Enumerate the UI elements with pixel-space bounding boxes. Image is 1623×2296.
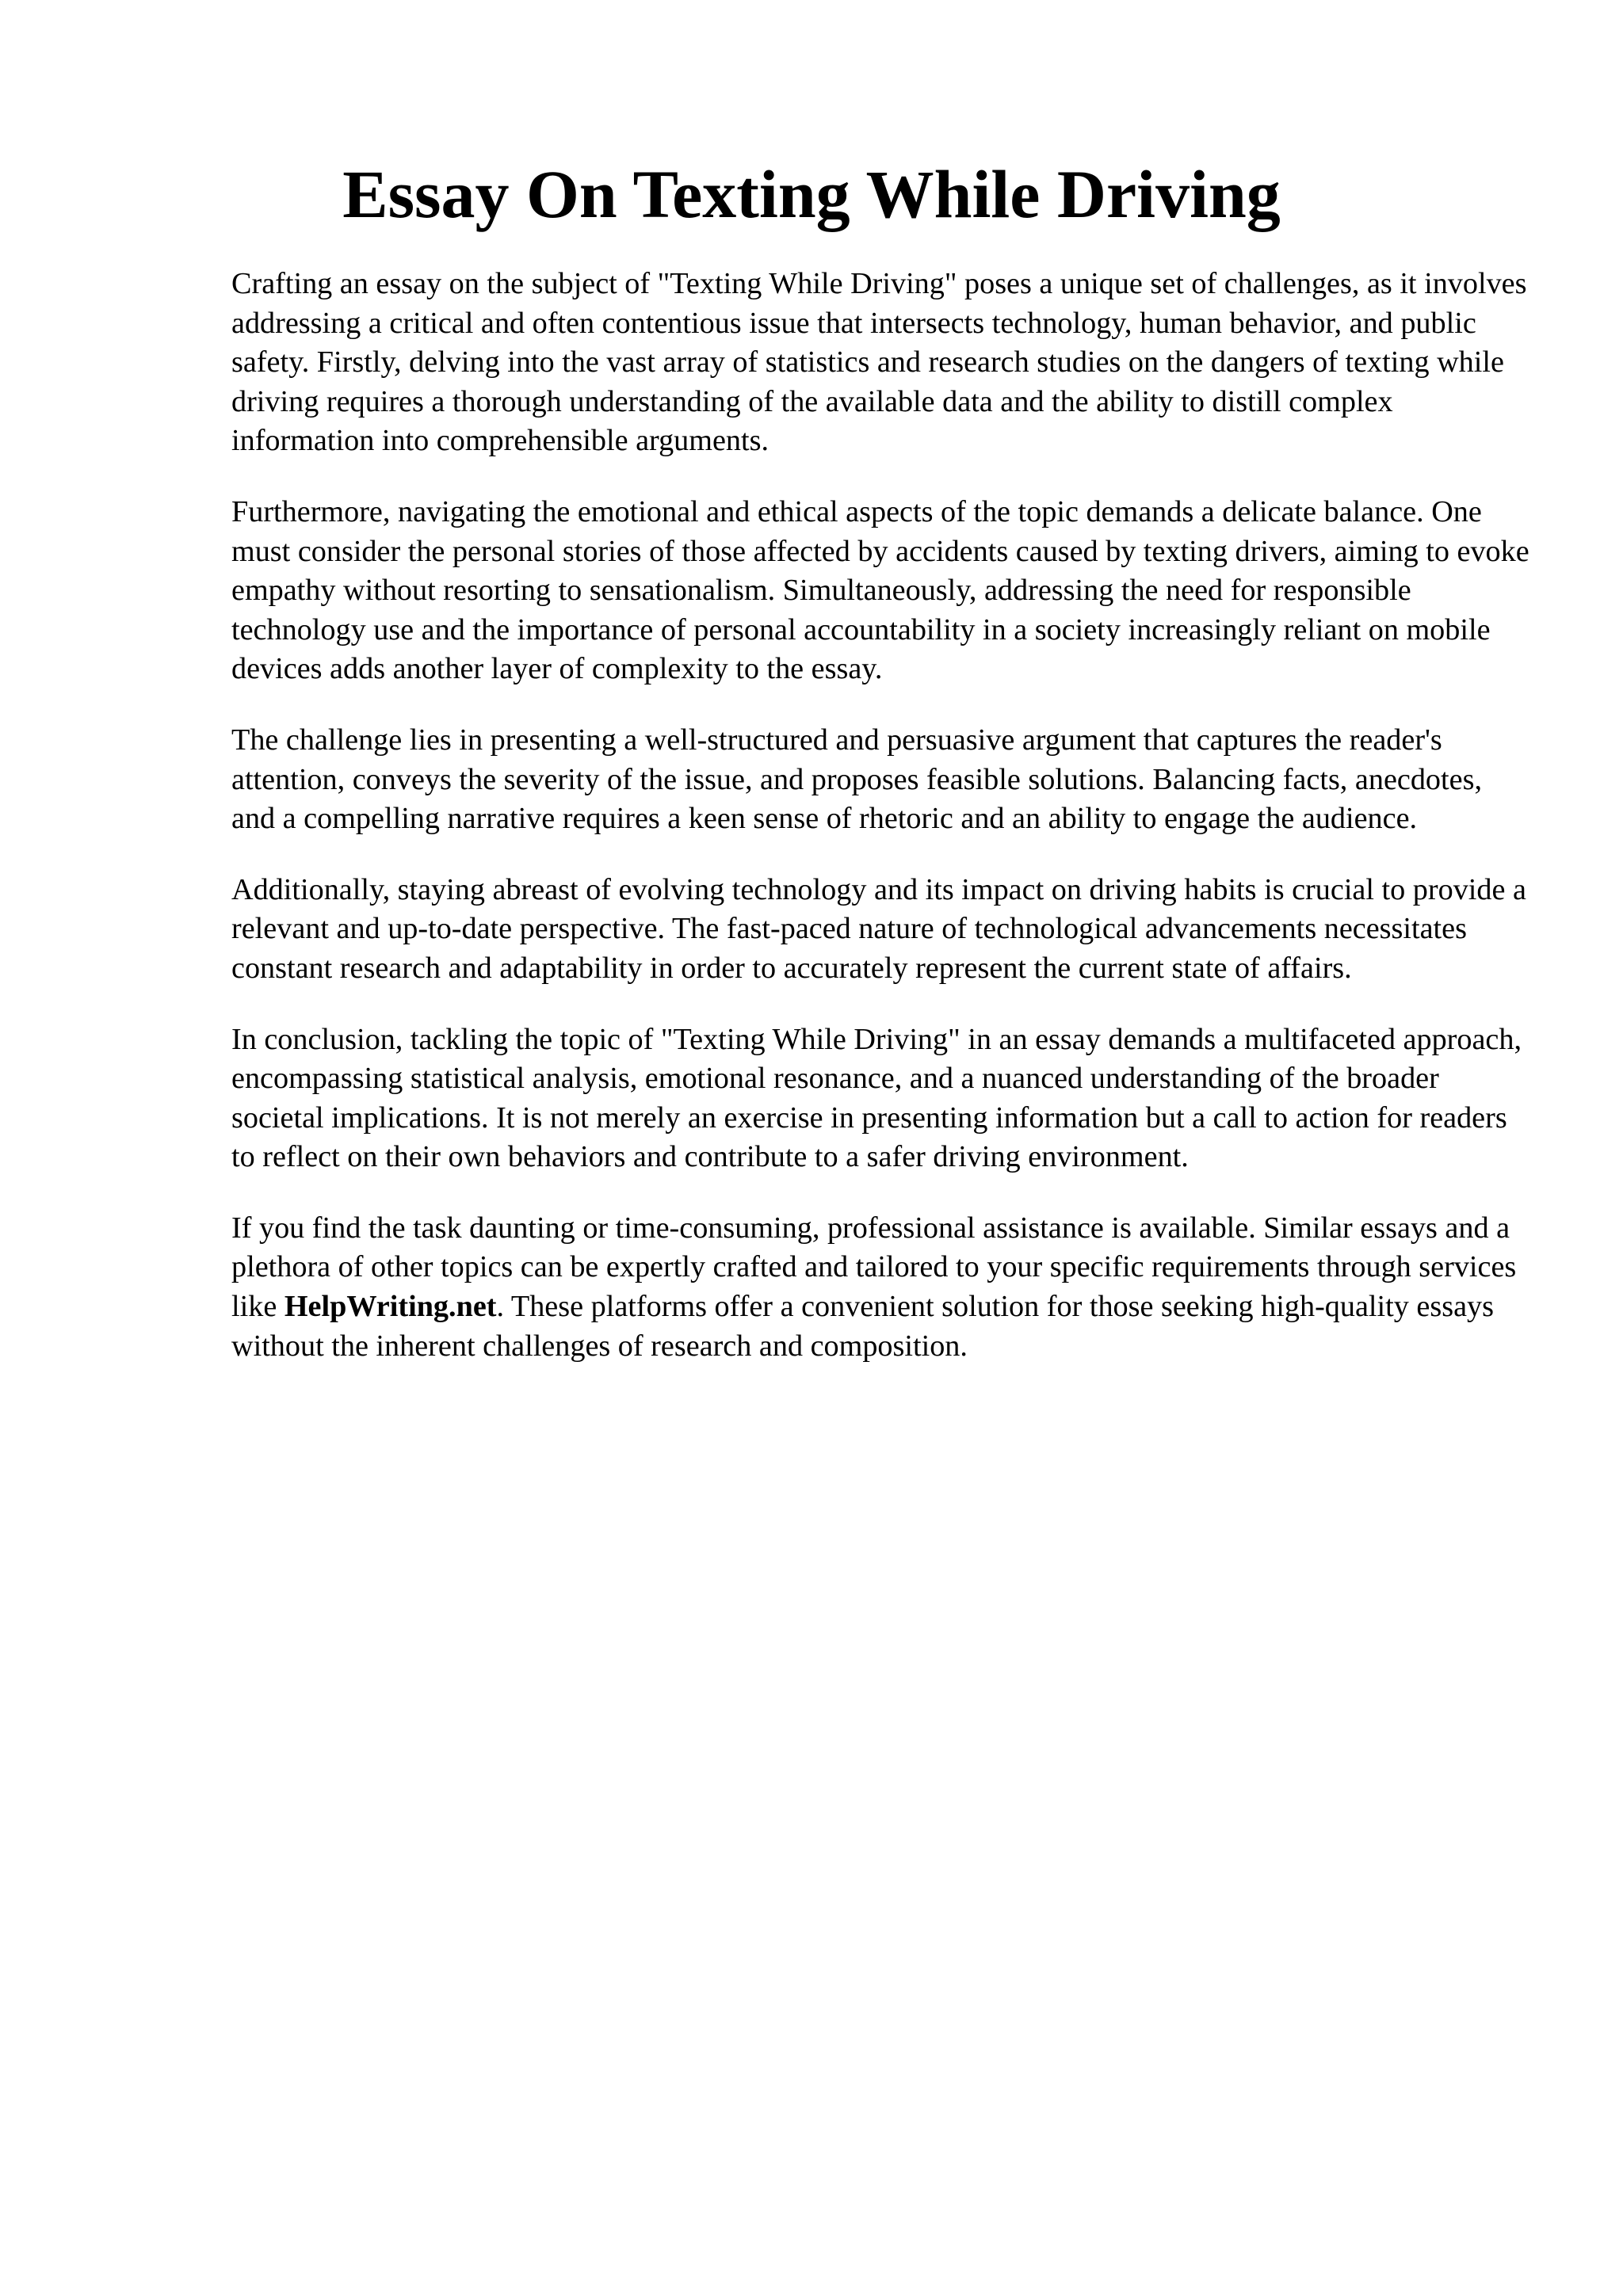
paragraph-technology: Additionally, staying abreast of evolving technology and its impact on driving habits is crucial to provide a relevant and up-to-date perspective. The fast-paced nature of technological advancements necessitates constant research and adaptability in order to accurately represent the current state of affairs. bbox=[231, 872, 1526, 985]
assistance-text-after: . These platforms offer a convenient solution for those seeking high-quality essays without the inherent challenges of research and composition. bbox=[231, 1290, 1494, 1363]
brand-link[interactable]: HelpWriting.net bbox=[284, 1290, 497, 1324]
paragraph-emotional-aspects: Furthermore, navigating the emotional and ethical aspects of the topic demands a delicate balance. One must consider the personal stories of those affected by accidents caused by texting drivers, aiming to evoke empathy without resorting to sensationalism. Simultaneously, addressing the need for responsible technology use and the importance of personal accountability in a society increasingly reliant on mobile devices adds another layer of complexity to the essay. bbox=[231, 494, 1529, 686]
essay-body bbox=[231, 265, 1531, 1398]
assistance-text-before: If you find the task daunting or time-consuming, professional assistance is available. Similar essays and a plethora of other topics can be expertly crafted and tailored to your specific requirements through services like bbox=[231, 1211, 1517, 1324]
paragraph-assistance bbox=[231, 1209, 1531, 1366]
paragraph-challenge: The challenge lies in presenting a well-structured and persuasive argument that captures the reader's attention, conveys the severity of the issue, and proposes feasible solutions. Balancing facts, anecdotes, and a compelling narrative requires a keen sense of rhetoric and an ability to engage the audience. bbox=[231, 723, 1482, 836]
paragraph-intro: Crafting an essay on the subject of "Texting While Driving" poses a unique set of challenges, as it involves addressing a critical and often contentious issue that intersects technology, human behavior, and public safety. Firstly, delving into the vast array of statistics and research studies on the dangers of texting while driving requires a thorough understanding of the available data and the ability to distill complex information into comprehensible arguments. bbox=[231, 267, 1527, 458]
paragraph-conclusion: In conclusion, tackling the topic of "Texting While Driving" in an essay demands a multifaceted approach, encompassing statistical analysis, emotional resonance, and a nuanced understanding of the broader societal implications. It is not merely an exercise in presenting information but a call to action for readers to reflect on their own behaviors and contribute to a safer driving environment. bbox=[231, 1022, 1522, 1174]
page-title: Essay On Texting While Driving bbox=[342, 156, 1281, 232]
